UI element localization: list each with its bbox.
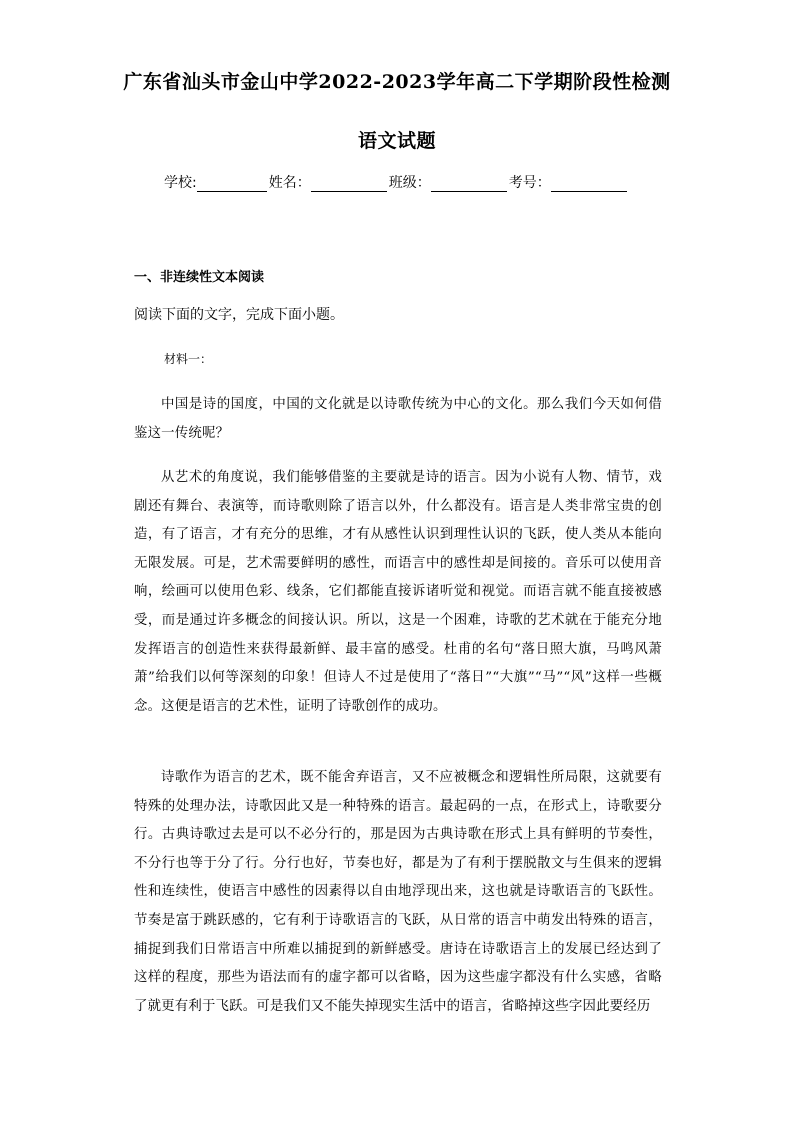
exam-subtitle: 语文试题 (357, 130, 436, 152)
paragraph-text: 中国是诗的国度，中国的文化就是以诗歌传统为中心的文化。那么我们今天如何借鉴这一传统呢？ (134, 397, 662, 441)
class-label: 班级： (388, 175, 431, 191)
school-blank[interactable] (197, 177, 267, 192)
exam-no-label: 考号： (508, 175, 551, 191)
student-info-row (164, 172, 629, 192)
material-label: 材料一： (164, 352, 213, 366)
paragraph-text: 诗歌作为语言的艺术，既不能舍弃语言，又不应被概念和逻辑性所局限，这就要有特殊的处理办法，诗歌因此又是一种特殊的语言。最起码的一点，在形式上，诗歌要分行。古典诗歌过去是可以不必分行的，那是因为古典诗歌在形式上具有鲜明的节奏性，不分行也等于分了行。分行也好，节奏也好，都是为了有利于摆脱散文与生俱来的逻辑性和连续性，使语言中感性的因素得以自由地浮现出来，这也就是诗歌语言的飞跃性。节奏是富于跳跃感的，它有利于诗歌语言的飞跃，从日常的语言中萌发出特殊的语言，捕捉到我们日常语言中所难以捕捉到的新鲜感受。唐诗在诗歌语言上的发展已经达到了这样的程度，那些为语法而有的虚字都可以省略，因为这些虚字都没有什么实感，省略了就更有利于飞跃。可是我们又不能失掉现实生活中的语言，省略掉这些字因此要经历 (134, 770, 662, 1014)
paragraph-3 (134, 764, 662, 1021)
school-label: 学校: (164, 175, 197, 191)
class-blank[interactable] (431, 177, 507, 192)
reading-instruction: 阅读下面的文字，完成下面小题。 (134, 307, 344, 323)
paragraph-text: 从艺术的角度说，我们能够借鉴的主要就是诗的语言。因为小说有人物、情节，戏剧还有舞台、表演等，而诗歌则除了语言以外，什么都没有。语言是人类非常宝贵的创造，有了语言，才有充分的思维，才有从感性认识到理性认识的飞跃，使人类从本能向无限发展。可是，艺术需要鲜明的感性，而语言中的感性却是间接的。音乐可以使用音响，绘画可以使用色彩、线条，它们都能直接诉诸听觉和视觉。而语言就不能直接被感受，而是通过许多概念的间接认识。所以，这是一个困难，诗歌的艺术就在于能充分地发挥语言的创造性来获得最新鲜、最丰富的感受。杜甫的名句“落日照大旗，马鸣风萧萧”给我们以何等深刻的印象！但诗人不过是使用了“落日”“大旗”“马”“风”这样一些概念。这便是语言的艺术性，证明了诗歌创作的成功。 (134, 470, 662, 714)
section-heading: 一、非连续性文本阅读 (134, 270, 265, 285)
name-blank[interactable] (311, 177, 387, 192)
paragraph-2 (134, 464, 662, 721)
paragraph-1 (134, 391, 662, 448)
name-label: 姓名： (268, 175, 311, 191)
exam-title: 广东省汕头市金山中学2022-2023学年高二下学期阶段性检测 (123, 71, 671, 93)
exam-no-blank[interactable] (551, 177, 627, 192)
